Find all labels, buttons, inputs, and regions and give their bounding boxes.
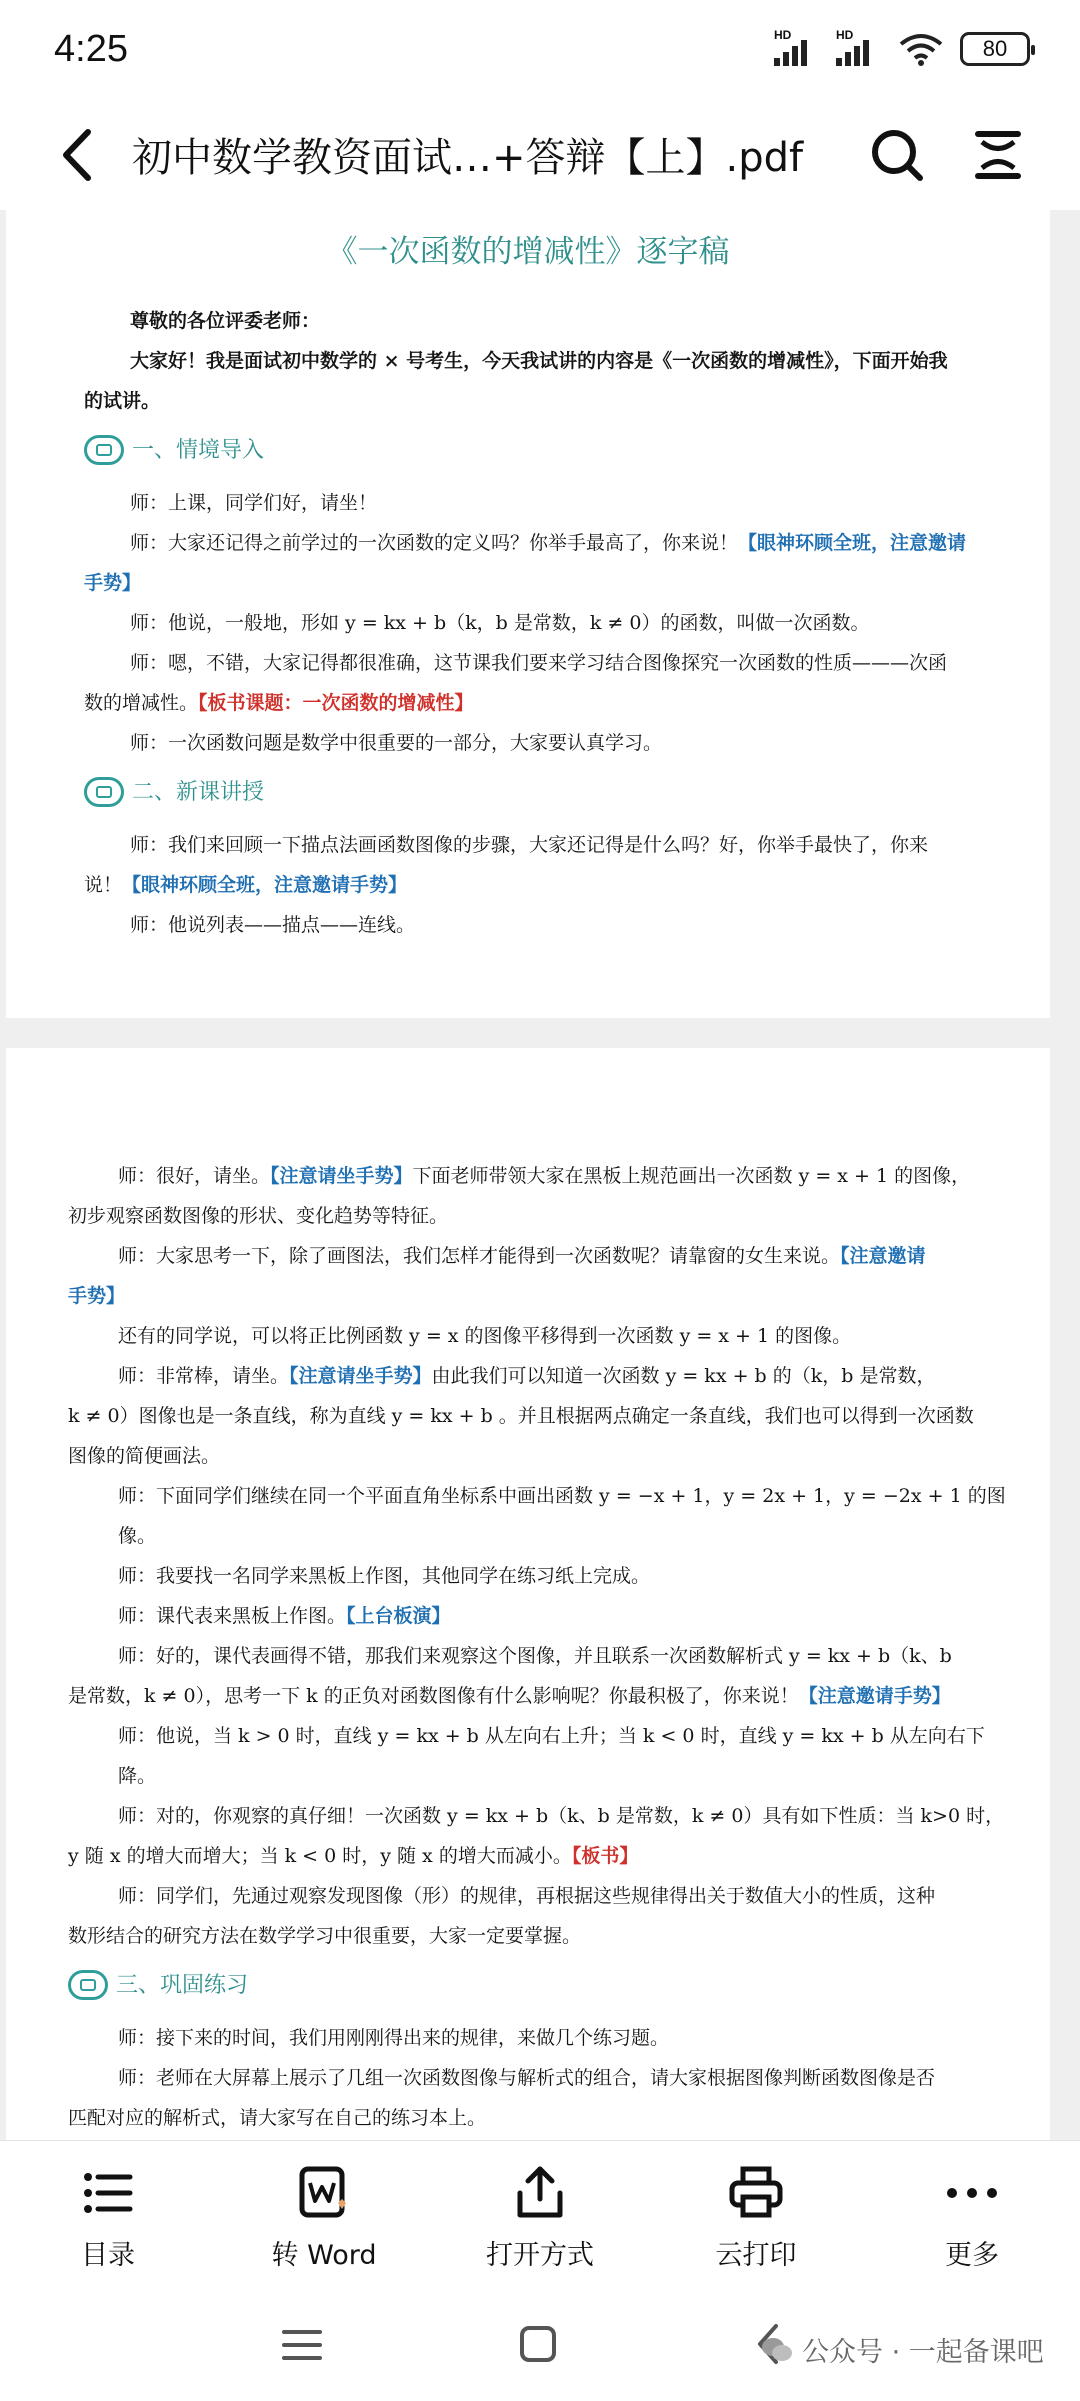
system-nav-bar: [0, 2290, 1080, 2401]
paragraph: 是常数，k ≠ 0），思考一下 k 的正负对函数图像有什么影响呢？你最积极了，你来说！【注意邀请手势】: [68, 1685, 951, 1707]
toolbar-label: 云打印: [715, 2240, 797, 2271]
paragraph: 师：老师在大屏幕上展示了几组一次函数图像与解析式的组合，请大家根据图像判断函数图像是否: [118, 2067, 936, 2089]
toolbar-more-button[interactable]: [864, 2141, 1080, 2290]
paragraph: 师：上课，同学们好，请坐！: [130, 492, 378, 514]
paragraph: 说！【眼神环顾全班，注意邀请手势】: [84, 874, 408, 896]
watermark: [760, 2330, 1044, 2369]
greeting: 尊敬的各位评委老师：: [130, 310, 321, 332]
share-icon: [510, 2163, 570, 2223]
app-header: [0, 100, 1080, 210]
paragraph: 师：嗯，不错，大家记得都很准确，这节课我们要来学习结合图像探究一次函数的性质———次函: [130, 652, 948, 674]
section-title: 三、巩固练习: [116, 1973, 249, 1998]
paragraph: 师：好的，课代表画得不错，那我们来观察这个图像，并且联系一次函数解析式 y = kx + b（k、b: [118, 1645, 952, 1667]
paragraph: 师：课代表来黑板上作图。【上台板演】: [118, 1605, 451, 1627]
section-heading: [6, 769, 1050, 819]
status-icons: [774, 28, 1030, 66]
paragraph: k ≠ 0）图像也是一条直线，称为直线 y = kx + b 。并且根据两点确定一条直线，我们也可以得到一次函数: [68, 1405, 974, 1427]
toolbar-cloud-print-button[interactable]: [648, 2141, 864, 2290]
paragraph: 手势】: [68, 1285, 126, 1307]
signal-icon: [836, 28, 882, 66]
paragraph: 初步观察函数图像的形状、变化趋势等特征。: [68, 1205, 449, 1227]
section-icon: [68, 1970, 108, 2000]
bottom-toolbar: [0, 2140, 1080, 2290]
page-title: 《一次函数的增减性》逐字稿: [326, 234, 730, 270]
paragraph: 师：一次函数问题是数学中很重要的一部分，大家要认真学习。: [130, 732, 663, 754]
paragraph: 图像的简便画法。: [68, 1445, 221, 1467]
status-bar: [0, 0, 1080, 100]
word-convert-icon: [294, 2163, 354, 2223]
paragraph: 数形结合的研究方法在数学学习中很重要，大家一定要掌握。: [68, 1925, 582, 1947]
section-heading: [6, 427, 1050, 477]
toolbar-contents-button[interactable]: [0, 2141, 216, 2290]
paragraph: 师：非常棒，请坐。【注意请坐手势】由此我们可以知道一次函数 y = kx + b 的（k，b 是常数，: [118, 1365, 936, 1387]
toolbar-open-with-button[interactable]: [432, 2141, 648, 2290]
printer-icon: [726, 2163, 786, 2223]
paragraph: 师：同学们，先通过观察发现图像（形）的规律，再根据这些规律得出关于数值大小的性质，这种: [118, 1885, 936, 1907]
section-icon: [84, 435, 124, 465]
paragraph: 师：他说，当 k > 0 时，直线 y = kx + b 从左向右上升；当 k < 0 时，直线 y = kx + b 从左向右下降。: [118, 1725, 985, 1787]
toolbar-word-button[interactable]: [216, 2141, 432, 2290]
more-dots-icon: [942, 2163, 1002, 2223]
section-icon: [84, 777, 124, 807]
wechat-icon: [760, 2335, 794, 2365]
paragraph: 师：大家还记得之前学过的一次函数的定义吗？你举手最高了，你来说！【眼神环顾全班，注意邀请: [130, 532, 967, 554]
pdf-viewer[interactable]: [0, 210, 1080, 2140]
paragraph: y 随 x 的增大而增大；当 k < 0 时，y 随 x 的增大而减小。【板书】: [68, 1845, 639, 1867]
home-icon[interactable]: [508, 2320, 568, 2370]
paragraph: 数的增减性。【板书课题：一次函数的增减性】: [84, 692, 474, 714]
paragraph: 大家好！我是面试初中数学的 × 号考生，今天我试讲的内容是《一次函数的增减性》，下面开始我: [130, 350, 948, 372]
recent-apps-icon[interactable]: [272, 2320, 332, 2370]
paragraph: 的试讲。: [84, 390, 161, 412]
search-icon[interactable]: [866, 122, 926, 188]
paragraph: 师：下面同学们继续在同一个平面直角坐标系中画出函数 y = −x + 1，y = 2x + 1，y = −2x + 1 的图像。: [118, 1485, 1006, 1547]
section-title: 一、情境导入: [132, 438, 265, 463]
paragraph: 手势】: [84, 572, 142, 594]
pdf-page: [6, 210, 1050, 1018]
toolbar-label: 更多: [945, 2240, 999, 2271]
wifi-icon: [898, 32, 944, 66]
paragraph: 师：他说，一般地，形如 y = kx + b（k，b 是常数，k ≠ 0）的函数，叫做一次函数。: [130, 612, 870, 634]
toolbar-label: 目录: [81, 2240, 135, 2271]
watermark-text: 公众号 · 一起备课吧: [802, 2337, 1044, 2368]
pdf-page: [6, 1048, 1050, 2148]
toolbar-label: 转 Word: [271, 2240, 377, 2271]
paragraph: 还有的同学说，可以将正比例函数 y = x 的图像平移得到一次函数 y = x + 1 的图像。: [118, 1325, 852, 1347]
paragraph: 师：我要找一名同学来黑板上作图，其他同学在练习纸上完成。: [118, 1565, 651, 1587]
battery-icon: 80: [960, 32, 1030, 66]
section-title: 二、新课讲授: [132, 780, 265, 805]
paragraph: 匹配对应的解析式，请大家写在自己的练习本上。: [68, 2107, 487, 2129]
document-title: 初中数学教资面试…+答辩【上】.pdf: [132, 135, 804, 181]
list-icon: [78, 2163, 138, 2223]
paragraph: 师：大家思考一下，除了画图法，我们怎样才能得到一次函数呢？请靠窗的女生来说。【注意邀请: [118, 1245, 926, 1267]
signal-label: HD: [774, 28, 792, 42]
signal-label: HD: [836, 28, 854, 42]
section-heading: [6, 1962, 1050, 2012]
back-icon[interactable]: [50, 122, 110, 188]
paragraph: 师：接下来的时间，我们用刚刚得出来的规律，来做几个练习题。: [118, 2027, 670, 2049]
signal-icon: [774, 28, 820, 66]
expand-icon[interactable]: [968, 122, 1028, 188]
toolbar-label: 打开方式: [486, 2240, 594, 2271]
status-time: 4:25: [54, 28, 128, 70]
paragraph: 师：他说列表——描点——连线。: [130, 914, 416, 936]
paragraph: 师：很好，请坐。【注意请坐手势】下面老师带领大家在黑板上规范画出一次函数 y = x + 1 的图像，: [118, 1165, 971, 1187]
paragraph: 师：对的，你观察的真仔细！一次函数 y = kx + b（k、b 是常数，k ≠ 0）具有如下性质：当 k>0 时，: [118, 1805, 1005, 1827]
paragraph: 师：我们来回顾一下描点法画函数图像的步骤，大家还记得是什么吗？好，你举手最快了，你来: [130, 834, 929, 856]
